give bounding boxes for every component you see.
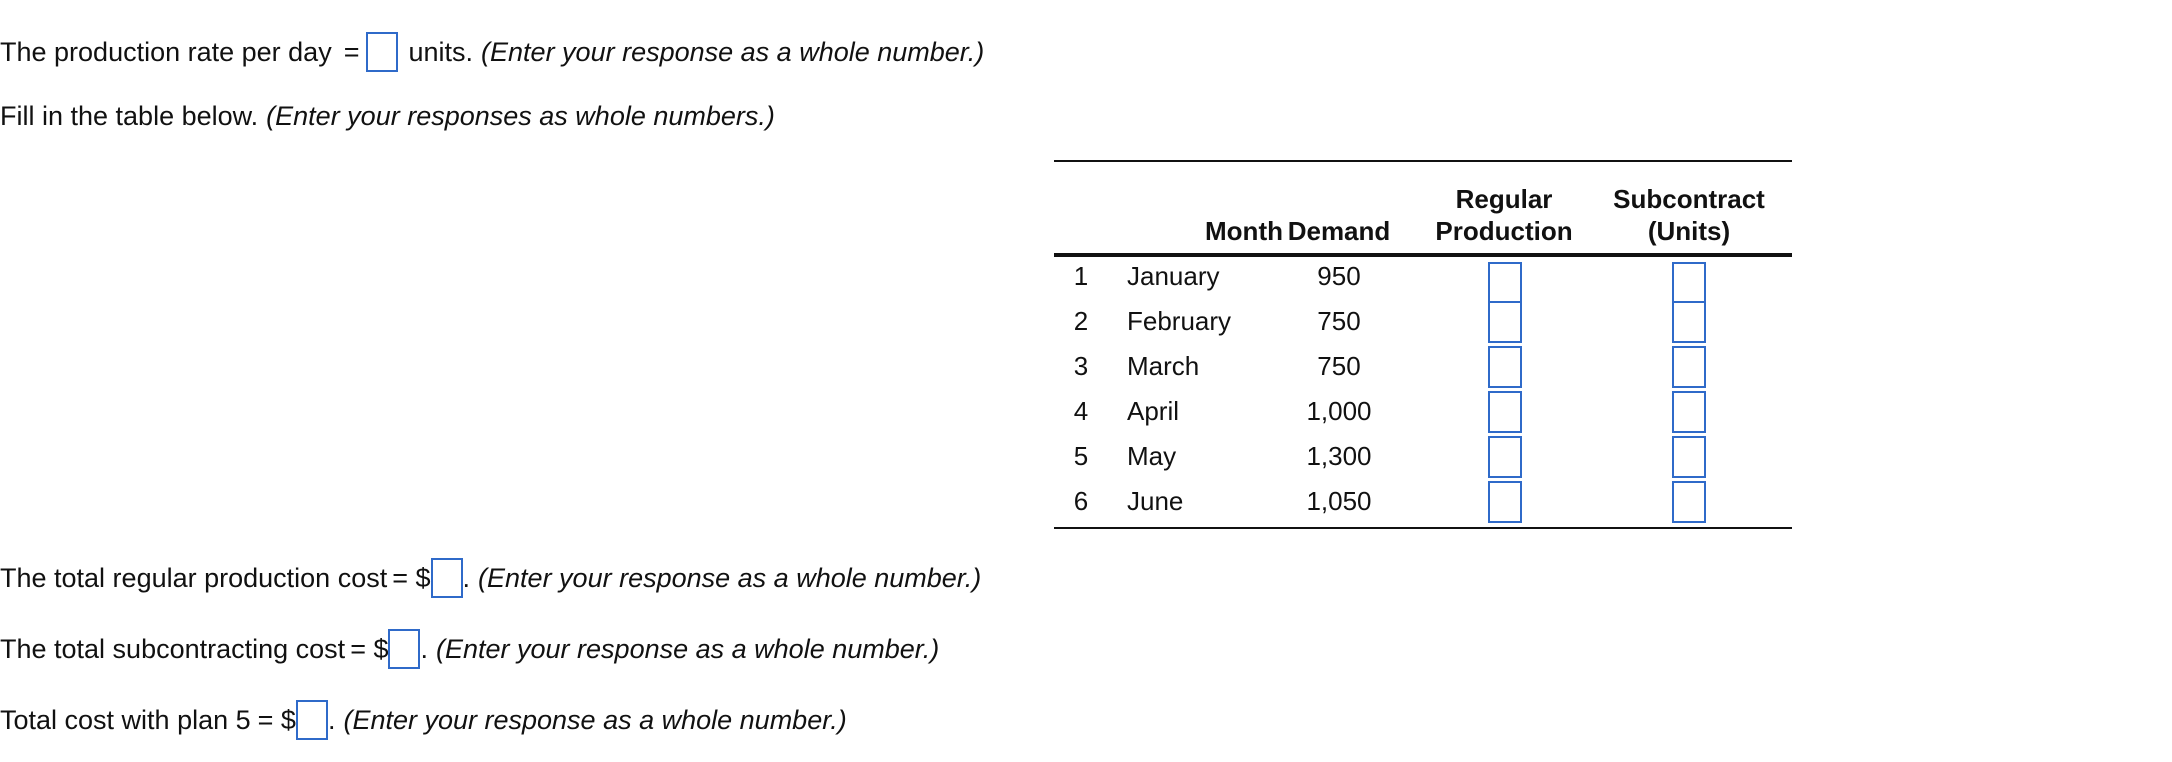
row-number: 4 (1073, 396, 1089, 426)
subcontract-input[interactable] (1672, 391, 1706, 433)
regular-production-input[interactable] (1488, 346, 1522, 388)
total-cost-input[interactable] (296, 700, 328, 740)
row-month: June (1127, 486, 1184, 516)
header-demand: Demand (1287, 216, 1391, 246)
row-demand: 750 (1317, 306, 1361, 336)
row-demand: 750 (1317, 351, 1361, 381)
subcontract-cell (1654, 344, 1724, 389)
regular-production-input[interactable] (1488, 391, 1522, 433)
table-row (1054, 479, 1792, 524)
subcontract-cell (1654, 434, 1724, 479)
subcontract-cell (1654, 479, 1724, 524)
table-row (1054, 344, 1792, 389)
table-instruction-line (0, 96, 775, 136)
regular-production-cell (1470, 434, 1540, 479)
period: . (420, 633, 428, 664)
production-rate-label: The production rate per day (0, 36, 332, 67)
units-label: units. (408, 36, 474, 67)
row-demand: 1,050 (1306, 486, 1372, 516)
row-demand: 1,000 (1306, 396, 1372, 426)
regular-cost-hint: (Enter your response as a whole number.) (478, 562, 982, 593)
row-demand: 950 (1317, 261, 1361, 291)
regular-cost-input[interactable] (431, 558, 463, 598)
regular-cost-label: The total regular production cost (0, 562, 388, 593)
table-row (1054, 389, 1792, 434)
production-rate-line (0, 30, 984, 74)
subcontracting-cost-input[interactable] (388, 629, 420, 669)
subcontracting-cost-hint: (Enter your response as a whole number.) (436, 633, 940, 664)
subcontract-input[interactable] (1672, 262, 1706, 304)
table-row (1054, 254, 1792, 299)
regular-cost-line (0, 556, 981, 600)
regular-production-input[interactable] (1488, 481, 1522, 523)
regular-production-input[interactable] (1488, 262, 1522, 304)
subcontract-cell (1654, 299, 1724, 344)
equals-dollar: = $ (257, 704, 296, 735)
table-bottom-rule (1054, 527, 1792, 529)
equals-sign: = (343, 36, 360, 67)
row-number: 1 (1073, 261, 1089, 291)
row-month: May (1127, 441, 1177, 471)
equals-dollar: = $ (392, 562, 431, 593)
header-subcontract-line1: Subcontract (1613, 184, 1765, 214)
production-rate-hint: (Enter your response as a whole number.) (481, 36, 985, 67)
equals-dollar: = $ (350, 633, 389, 664)
regular-production-cell (1470, 299, 1540, 344)
regular-production-cell (1470, 344, 1540, 389)
row-month: January (1127, 261, 1220, 291)
regular-production-input[interactable] (1488, 301, 1522, 343)
subcontracting-cost-label: The total subcontracting cost (0, 633, 346, 664)
total-cost-hint: (Enter your response as a whole number.) (343, 704, 847, 735)
header-regular-line2: Production (1435, 216, 1573, 246)
production-table (1054, 160, 1792, 529)
row-month: March (1127, 351, 1200, 381)
header-subcontract-line2: (Units) (1647, 216, 1731, 246)
production-rate-input[interactable] (366, 32, 398, 72)
period: . (462, 562, 471, 593)
row-number: 5 (1073, 441, 1089, 471)
row-month: April (1127, 396, 1180, 426)
header-regular-line1: Regular (1455, 184, 1553, 214)
total-cost-line (0, 698, 847, 742)
regular-production-cell (1470, 479, 1540, 524)
subcontract-input[interactable] (1672, 301, 1706, 343)
subcontract-input[interactable] (1672, 436, 1706, 478)
table-row (1054, 434, 1792, 479)
subcontracting-cost-line (0, 627, 939, 671)
table-instruction: Fill in the table below. (0, 100, 259, 131)
row-number: 6 (1073, 486, 1089, 516)
subcontract-cell (1654, 389, 1724, 434)
regular-production-cell (1470, 389, 1540, 434)
total-cost-label: Total cost with plan 5 (0, 704, 251, 735)
table-row (1054, 299, 1792, 344)
row-demand: 1,300 (1306, 441, 1372, 471)
header-month: Month (1205, 216, 1283, 246)
period: . (327, 704, 336, 735)
subcontract-input[interactable] (1672, 481, 1706, 523)
row-month: February (1127, 306, 1232, 336)
regular-production-input[interactable] (1488, 436, 1522, 478)
subcontract-input[interactable] (1672, 346, 1706, 388)
row-number: 3 (1073, 351, 1089, 381)
table-instruction-hint: (Enter your responses as whole numbers.) (266, 100, 775, 131)
table-top-rule (1054, 160, 1792, 162)
row-number: 2 (1073, 306, 1089, 336)
